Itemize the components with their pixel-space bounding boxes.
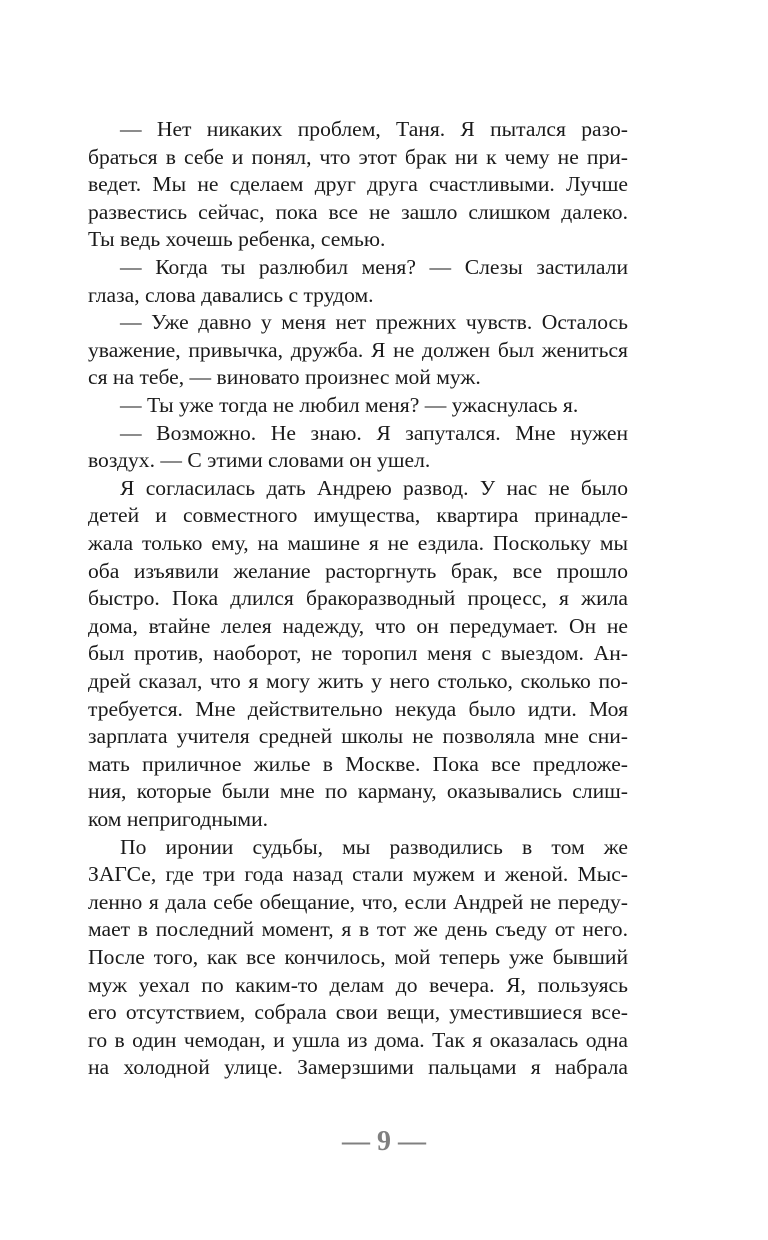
- page-number: — 9 —: [342, 1126, 426, 1157]
- paragraph-first-line: — Когда ты разлюбил меня? — Слезы застилали: [120, 255, 628, 279]
- text-line: ленно я дала себе обещание, что, если Андрей не переду-: [88, 889, 628, 914]
- paragraph-first-line: — Уже давно у меня нет прежних чувств. Осталось: [120, 310, 628, 335]
- text-line: ведет. Мы не сделаем друг друга счастливыми. Лучше: [88, 172, 628, 197]
- text-line: Ты ведь хочешь ребенка, семью.: [88, 227, 386, 252]
- text-line: его отсутствием, собрала свои вещи, уместившиеся все-: [88, 1000, 628, 1025]
- text-line: требуется. Мне действительно некуда было идти. Моя: [88, 696, 628, 721]
- text-line: на холодной улице. Замерзшими пальцами я набрала: [88, 1055, 628, 1080]
- text-line: детей и совместного имущества, квартира принадле-: [88, 503, 628, 528]
- text-line: развестись сейчас, пока все не зашло слишком далеко.: [88, 199, 628, 224]
- text-line: браться в себе и понял, что этот брак ни к чему не при-: [88, 144, 628, 169]
- text-line: ся на тебе, — виновато произнес мой муж.: [88, 365, 481, 390]
- text-line: ком непригодными.: [88, 807, 269, 831]
- text-line: мает в последний момент, я в тот же день съеду от него.: [88, 917, 628, 942]
- text-line: был против, наоборот, не торопил меня с выездом. Ан-: [88, 641, 628, 666]
- text-line: ЗАГСе, где три года назад стали мужем и женой. Мыс-: [88, 862, 628, 887]
- text-line: После того, как все кончилось, мой теперь уже бывший: [88, 945, 628, 969]
- text-line: зарплата учителя средней школы не позволяла мне сни-: [88, 724, 628, 749]
- text-line: глаза, слова давались с трудом.: [88, 282, 374, 307]
- text-line: го в один чемодан, и ушла из дома. Так я оказалась одна: [88, 1027, 628, 1052]
- text-line: уважение, привычка, дружба. Я не должен был жениться: [88, 337, 628, 362]
- text-line: дрей сказал, что я могу жить у него столько, сколько по-: [88, 669, 628, 693]
- text-line: жала только ему, на машине я не ездила. Поскольку мы: [88, 531, 628, 555]
- text-line: оба изъявили желание расторгнуть брак, все прошло: [88, 558, 628, 583]
- paragraph-first-line: — Нет никаких проблем, Таня. Я пытался разо-: [120, 117, 628, 141]
- text-line: воздух. — С этими словами он ушел.: [88, 448, 431, 473]
- paragraph-first-line: — Ты уже тогда не любил меня? — ужаснулась я.: [120, 393, 579, 417]
- text-line: дома, втайне лелея надежду, что он передумает. Он не: [88, 613, 628, 638]
- paragraph-first-line: — Возможно. Не знаю. Я запутался. Мне нужен: [120, 420, 628, 445]
- paragraph-first-line: Я согласилась дать Андрею развод. У нас не было: [120, 475, 628, 500]
- paragraph-first-line: По иронии судьбы, мы разводились в том же: [120, 834, 628, 859]
- text-line: мать приличное жилье в Москве. Пока все предложе-: [88, 751, 628, 776]
- text-line: ния, которые были мне по карману, оказывались слиш-: [88, 779, 628, 804]
- text-line: муж уехал по каким-то делам до вечера. Я, пользуясь: [88, 972, 628, 997]
- text-line: быстро. Пока длился бракоразводный процесс, я жила: [88, 586, 628, 611]
